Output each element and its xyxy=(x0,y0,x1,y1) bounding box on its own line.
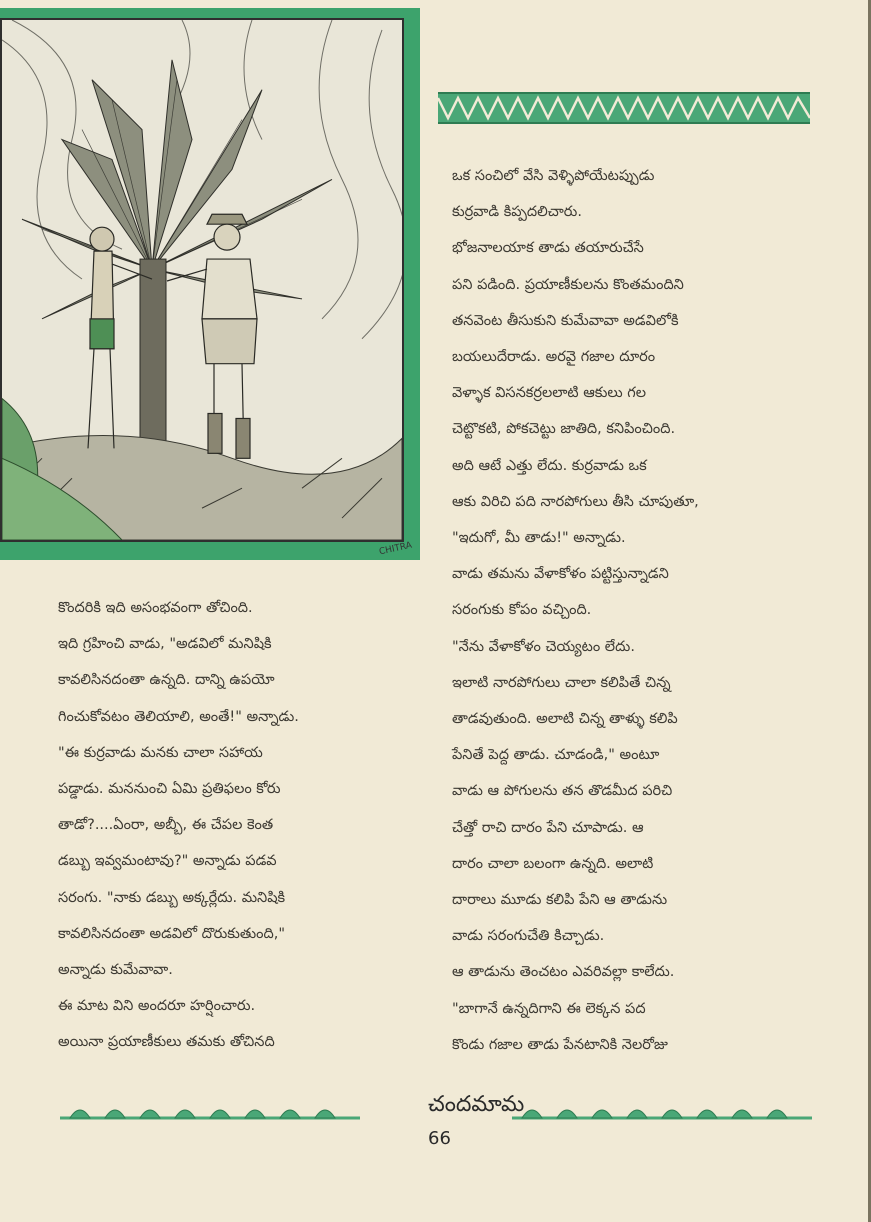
zigzag-pattern-icon xyxy=(438,94,810,122)
text-line: కొందరికి ఇది అసంభవంగా తోచింది. xyxy=(58,600,253,616)
text-line: "ఇదుగో, మీ తాడు!" అన్నాడు. xyxy=(452,530,626,547)
text-line: ఇది గ్రహించి వాడు, "అడవిలో మనిషికి xyxy=(58,636,272,653)
text-line: ఈ మాట విని అందరూ హర్షించారు. xyxy=(58,998,256,1015)
text-line: అది ఆటే ఎత్తు లేదు. కుర్రవాడు ఒక xyxy=(452,457,647,474)
text-line: కావలిసినదంతా అడవిలో దొరుకుతుంది," xyxy=(58,925,286,942)
text-line: బయలుదేరాడు. అరవై గజాల దూరం xyxy=(452,349,656,366)
text-line: ఒక సంచిలో వేసి వెళ్ళిపోయేటప్పుడు xyxy=(452,168,655,184)
text-line: పని పడింది. ప్రయాణీకులను కొంతమందిని xyxy=(452,276,684,293)
text-line: వెళ్ళాక విసనకర్రలలాటి ఆకులు గల xyxy=(452,385,647,402)
illustration-frame xyxy=(0,8,420,560)
artist-signature: CHITRA xyxy=(378,540,413,558)
text-line: చేత్తో రాచి దారం పేని చూపాడు. ఆ xyxy=(452,819,644,836)
text-line: సరంగుకు కోపం వచ్చింది. xyxy=(452,602,592,619)
text-line: దారాలు మూడు కలిపి పేని ఆ తాడును xyxy=(452,892,668,909)
page-number: 66 xyxy=(428,1128,451,1149)
text-line: కొండు గజాల తాడు పేనటానికి నెలరోజు xyxy=(452,1036,668,1053)
text-line: "ఈ కుర్రవాడు మనకు చాలా సహాయ xyxy=(58,744,263,761)
text-line: గించుకోవటం తెలియాలి, అంతే!" అన్నాడు. xyxy=(58,708,299,725)
text-line: "బాగానే ఉన్నదిగాని ఈ లెక్కన పద xyxy=(452,1000,646,1017)
decorative-border-band xyxy=(438,92,810,124)
text-line: తాడో?....ఏంరా, అబ్బీ, ఈ చేపల కెంత xyxy=(58,817,274,834)
magazine-title: చందమామ xyxy=(428,1092,525,1117)
jungle-scene-illustration xyxy=(0,18,413,558)
text-line: చెట్టొకటి, పోకచెట్టు జాతిది, కనిపించింది. xyxy=(452,421,676,438)
text-line: వాడు సరంగుచేతి కిచ్చాడు. xyxy=(452,928,605,945)
right-text-column xyxy=(452,158,820,1063)
text-line: కుర్రవాడి కిప్పదలిచారు. xyxy=(452,204,582,221)
lamp-ornament-right-icon xyxy=(512,1096,812,1124)
text-line: ఆ తాడును తెంచటం ఎవరివల్లా కాలేదు. xyxy=(452,964,675,981)
text-line: అన్నాడు కుమేవావా. xyxy=(58,962,173,979)
text-line: పేనితే పెద్ద తాడు. చూడండి," అంటూ xyxy=(452,747,660,764)
text-line: ఇలాటి నారపోగులు చాలా కలిపితే చిన్న xyxy=(452,674,671,691)
footer-ornament xyxy=(60,1090,812,1130)
text-line: తాడవుతుంది. అలాటి చిన్న తాళ్ళు కలిపి xyxy=(452,711,678,728)
text-line: పడ్డాడు. మననుంచి ఏమి ప్రతిఫలం కోరు xyxy=(58,781,281,798)
left-text-column xyxy=(58,590,430,1061)
text-line: కావలిసినదంతా ఉన్నది. దాన్ని ఉపయో xyxy=(58,672,275,689)
text-line: "నేను వేళాకోళం చెయ్యటం లేదు. xyxy=(452,638,635,655)
lamp-ornament-left-icon xyxy=(60,1096,360,1124)
text-line: ఆకు విరిచి పది నారపోగులు తీసి చూపుతూ, xyxy=(452,493,699,510)
text-line: సరంగు. "నాకు డబ్బు అక్కర్లేదు. మనిషికి xyxy=(58,889,286,906)
text-line: తనవెంట తీసుకుని కుమేవావా అడవిలోకి xyxy=(452,312,679,329)
text-line: అయినా ప్రయాణీకులు తమకు తోచినది xyxy=(58,1034,275,1051)
text-line: వాడు ఆ పోగులను తన తొడమీద పరిచి xyxy=(452,783,673,800)
text-line: దారం చాలా బలంగా ఉన్నది. అలాటి xyxy=(452,855,654,872)
text-line: భోజనాలయాక తాడు తయారుచేసే xyxy=(452,240,644,257)
text-line: వాడు తమను వేళాకోళం పట్టిస్తున్నాడని xyxy=(452,566,669,583)
text-line: డబ్బు ఇవ్వమంటావు?" అన్నాడు పడవ xyxy=(58,853,277,870)
